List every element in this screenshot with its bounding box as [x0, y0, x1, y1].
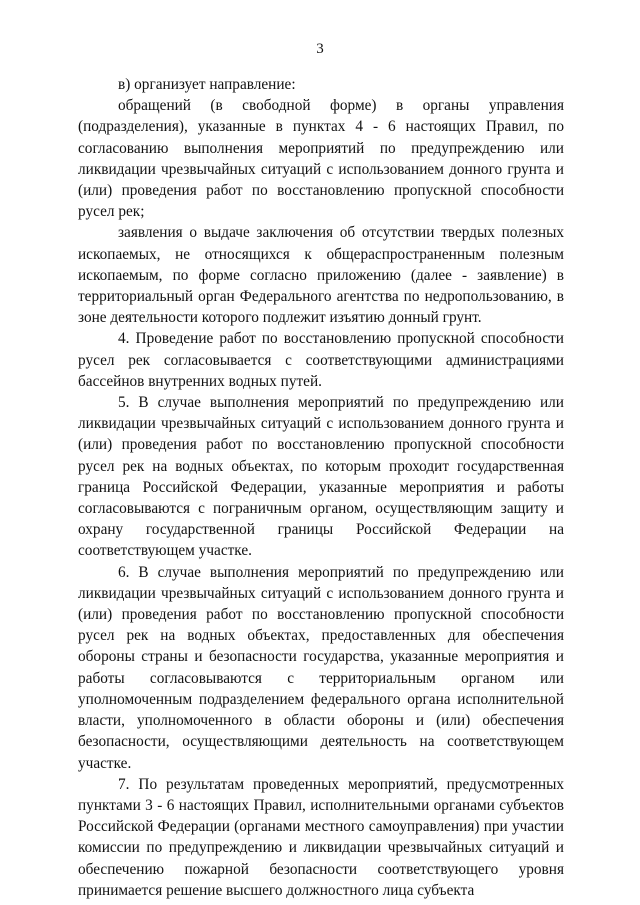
paragraph-intro: в) организует направление:: [118, 76, 296, 93]
paragraph-application: заявления о выдаче заключения об отсутствии твердых полезных ископаемых, не относящихся к общераспространенным полезным ископаемым, по форме согласно приложению (далее - заявление) в территориальный орган Федерального агентства по недропользованию, в зоне деятельности которого подлежит изъятию донный грунт.: [78, 224, 564, 327]
paragraph-item-5: 5. В случае выполнения мероприятий по предупреждению или ликвидации чрезвычайных ситуаций с использованием донного грунта и (или) проведения работ по восстановлению пропускной способности русел рек на водных объектах, по которым проходит государственная граница Российской Федерации, указанные мероприятия и работы согласовываются с пограничным органом, осуществляющим защиту и охрану государственной границы Российской Федерации на соответствующем участке.: [78, 394, 564, 560]
paragraph-appeals: обращений (в свободной форме) в органы управления (подразделения), указанные в пунктах 4 - 6 настоящих Правил, по согласованию выполнения мероприятий по предупреждению или ликвидации чрезвычайных ситуаций с использованием донного грунта и (или) проведения работ по восстановлению пропускной способности русел рек;: [78, 97, 564, 221]
paragraph-item-7: 7. По результатам проведенных мероприятий, предусмотренных пунктами 3 - 6 настоящих Правил, исполнительными органами субъектов Российской Федерации (органами местного самоуправления) при участии комиссии по предупреждению и ликвидации чрезвычайных ситуаций и обеспечению пожарной безопасности соответствующего уровня принимается решение высшего должностного лица субъекта: [78, 775, 564, 899]
paragraph-item-4: 4. Проведение работ по восстановлению пропускной способности русел рек согласовывается с соответствующими администрациями бассейнов внутренних водных путей.: [78, 330, 564, 390]
paragraph-item-6: 6. В случае выполнения мероприятий по предупреждению или ликвидации чрезвычайных ситуаций с использованием донного грунта и (или) проведения работ по восстановлению пропускной способности русел рек на водных объектах, предоставленных для обеспечения обороны страны и безопасности государства, указанные мероприятия и работы согласовываются с территориальным органом или уполномоченным подразделением федерального органа исполнительной власти, уполномоченного в области обороны и (или) обеспечения безопасности, осуществляющими деятельность на соответствующем участке.: [78, 563, 564, 772]
page-number: 3: [316, 41, 324, 57]
document-body: [78, 74, 564, 901]
